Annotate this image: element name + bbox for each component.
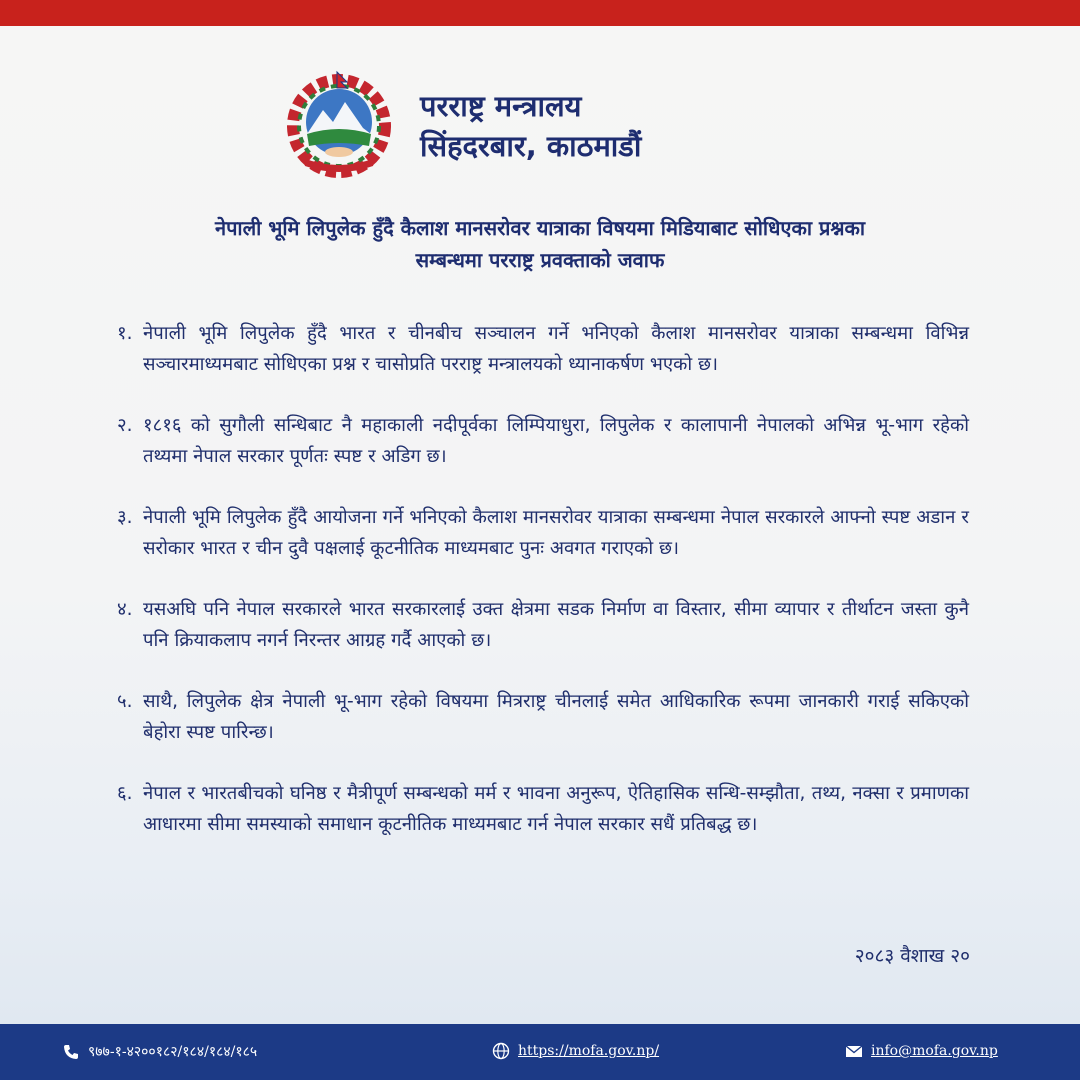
website-link[interactable]: https://mofa.gov.np/ <box>518 1043 660 1059</box>
release-date: २०८३ वैशाख २० <box>854 945 970 967</box>
footer-phone <box>62 1042 257 1061</box>
statement-point <box>117 502 969 564</box>
point-number: २. <box>117 415 133 436</box>
statement-point <box>117 318 969 380</box>
footer-email[interactable] <box>845 1042 998 1060</box>
headline-line-1: नेपाली भूमि लिपुलेक हुँदै कैलाश मानसरोवर यात्राका विषयमा मिडियाबाट सोधिएका प्रश्नका <box>214 216 866 240</box>
statement-point <box>117 778 969 840</box>
statement-point <box>117 410 969 472</box>
ministry-title-block <box>420 86 641 166</box>
statement-point <box>117 686 969 748</box>
globe-icon <box>492 1042 510 1060</box>
ministry-location: सिंहदरबार, काठमाडौं <box>420 129 642 163</box>
phone-number: ९७७-१-४२००१८२/१८४/१८४/१८५ <box>88 1044 258 1060</box>
footer-website[interactable] <box>492 1042 659 1060</box>
letterhead <box>0 60 1080 180</box>
point-text: नेपाली भूमि लिपुलेक हुँदै आयोजना गर्ने भनिएको कैलाश मानसरोवर यात्राका सम्बन्धमा नेपाल सरकारले आफ्नो स्पष्ट अडान र सरोकार भारत र चीन दुवै पक्षलाई कूटनीतिक माध्यमबाट पुनः अवगत गराएको छ। <box>143 507 969 559</box>
statement-point <box>117 594 969 656</box>
phone-icon <box>62 1043 80 1061</box>
point-number: ६. <box>117 783 133 804</box>
headline-line-2: सम्बन्धमा परराष्ट्र प्रवक्ताको जवाफ <box>415 248 665 272</box>
point-text: नेपाल र भारतबीचको घनिष्ठ र मैत्रीपूर्ण सम्बन्धको मर्म र भावना अनुरूप, ऐतिहासिक सन्धि-सम्झौता, तथ्य, नक्सा र प्रमाणका आधारमा सीमा समस्याको समाधान कूटनीतिक माध्यमबाट गर्न नेपाल सरकार सधैं प्रतिबद्ध छ। <box>143 783 969 835</box>
point-text: १८१६ को सुगौली सन्धिबाट नै महाकाली नदीपूर्वका लिम्पियाधुरा, लिपुलेक र कालापानी नेपालको अभिन्न भू-भाग रहेको तथ्यमा नेपाल सरकार पूर्णतः स्पष्ट र अडिग छ। <box>143 415 969 467</box>
point-number: ४. <box>117 599 133 620</box>
point-number: ३. <box>117 507 133 528</box>
point-number: १. <box>117 323 133 344</box>
press-release-headline <box>60 212 1020 276</box>
email-link[interactable]: info@mofa.gov.np <box>871 1043 998 1059</box>
point-text: नेपाली भूमि लिपुलेक हुँदै भारत र चीनबीच सञ्चालन गर्ने भनिएको कैलाश मानसरोवर यात्राका सम्बन्धमा विभिन्न सञ्चारमाध्यमबाट सोधिएका प्रश्न र चासोप्रति परराष्ट्र मन्त्रालयको ध्यानाकर्षण भएको छ। <box>143 323 969 375</box>
nepal-emblem-icon <box>283 68 395 180</box>
ministry-name: परराष्ट्र मन्त्रालय <box>420 89 582 123</box>
point-text: साथै, लिपुलेक क्षेत्र नेपाली भू-भाग रहेको विषयमा मित्रराष्ट्र चीनलाई समेत आधिकारिक रूपमा जानकारी गराई सकिएको बेहोरा स्पष्ट पारिन्छ। <box>143 691 969 743</box>
top-red-bar <box>0 0 1080 26</box>
point-number: ५. <box>117 691 133 712</box>
contact-footer <box>0 1024 1080 1080</box>
point-text: यसअघि पनि नेपाल सरकारले भारत सरकारलाई उक्त क्षेत्रमा सडक निर्माण वा विस्तार, सीमा व्यापार र तीर्थाटन जस्ता कुनै पनि क्रियाकलाप नगर्न निरन्तर आग्रह गर्दै आएको छ। <box>143 599 969 651</box>
statement-points <box>117 318 969 870</box>
envelope-icon <box>845 1042 863 1060</box>
